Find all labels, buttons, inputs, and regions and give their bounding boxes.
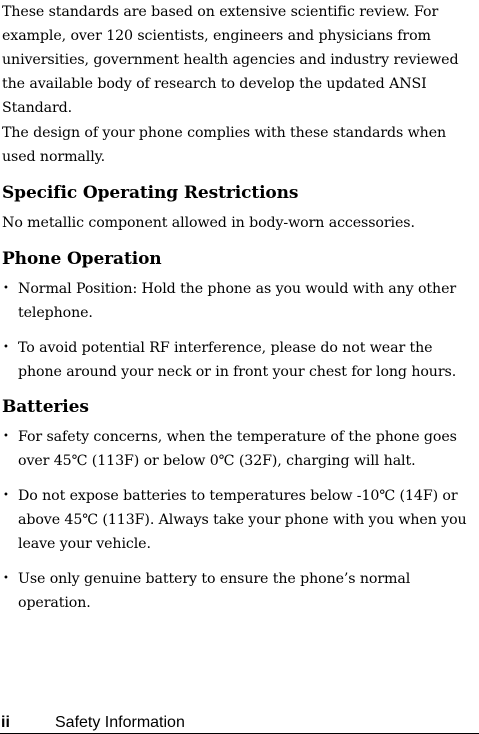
page-number: ii bbox=[1, 714, 10, 731]
page-footer bbox=[0, 711, 479, 734]
bullet-list bbox=[2, 425, 478, 615]
list-item: • Use only genuine battery to ensure the phone’s normal operation. bbox=[2, 567, 478, 615]
section-text: No metallic component allowed in body-worn accessories. bbox=[2, 215, 415, 231]
footer-section-title: Safety Information bbox=[55, 714, 185, 731]
section-heading: Specific Operating Restrictions bbox=[2, 183, 299, 203]
section-operating-restrictions bbox=[2, 181, 478, 235]
list-item: • To avoid potential RF interference, please do not wear the phone around your neck or in front your chest for long hours. bbox=[2, 336, 478, 384]
section-heading: Batteries bbox=[2, 397, 89, 417]
document-body bbox=[2, 0, 478, 626]
list-item: • For safety concerns, when the temperature of the phone goes over 45℃ (113F) or below 0℃ (32F), charging will halt. bbox=[2, 425, 478, 473]
section-heading: Phone Operation bbox=[2, 249, 162, 269]
list-item: • Do not expose batteries to temperatures below -10℃ (14F) or above 45℃ (113F). Always take your phone with you when you leave your vehicle. bbox=[2, 484, 478, 556]
list-item: • Normal Position: Hold the phone as you would with any other telephone. bbox=[2, 277, 478, 325]
intro-paragraph-1: These standards are based on extensive scientific review. For example, over 120 scientists, engineers and physicians from universities, government health agencies and industry reviewed the available body of research to develop the updated ANSI Standard. bbox=[2, 4, 459, 116]
section-batteries bbox=[2, 395, 478, 615]
bullet-list bbox=[2, 277, 478, 384]
intro-paragraph-2: The design of your phone complies with these standards when used normally. bbox=[2, 125, 447, 165]
section-phone-operation bbox=[2, 247, 478, 384]
